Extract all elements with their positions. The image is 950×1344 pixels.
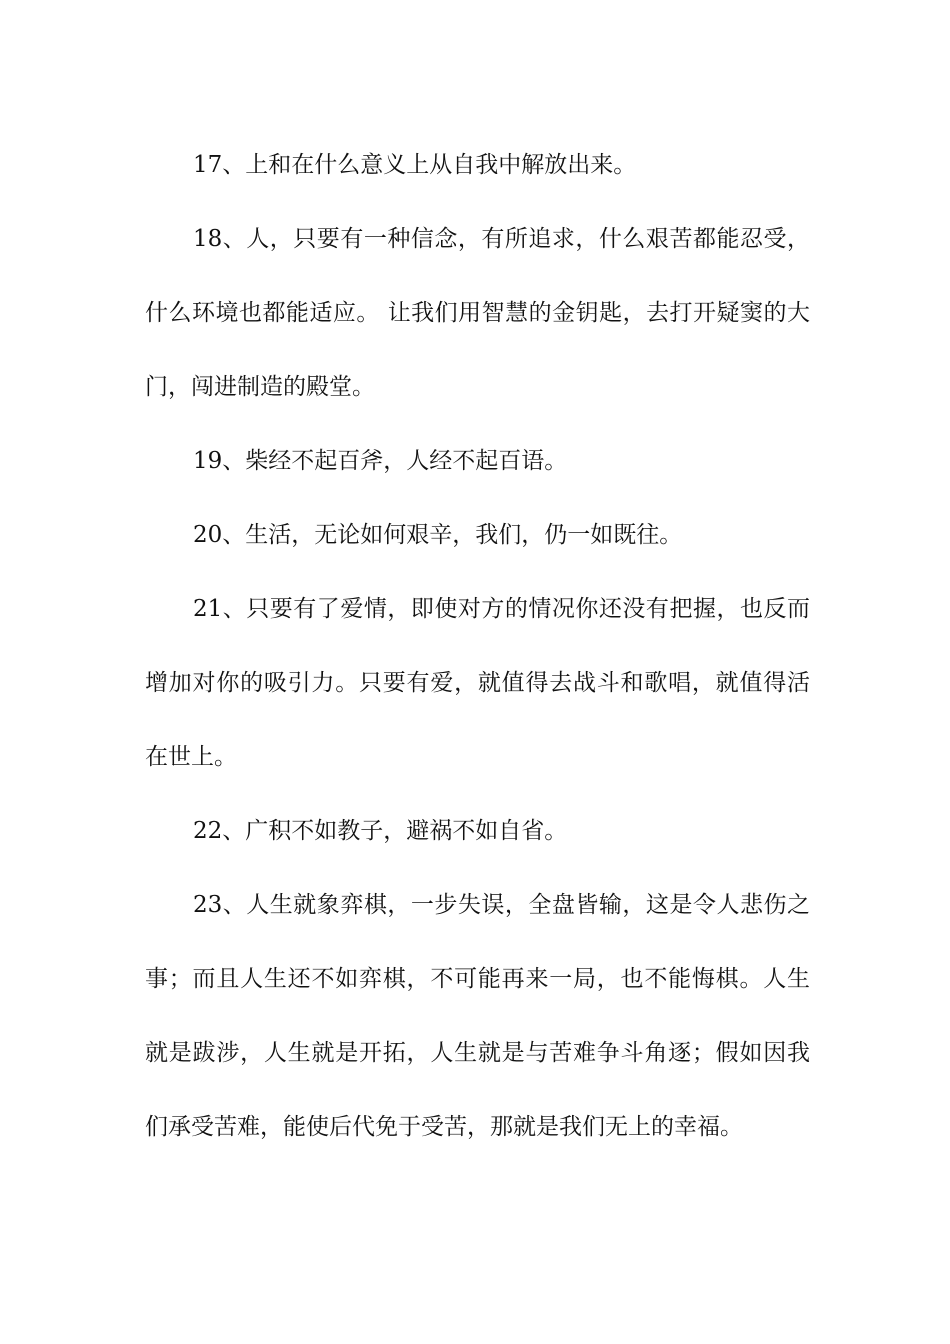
- paragraph-19: 19、柴经不起百斧，人经不起百语。: [193, 448, 568, 474]
- paragraph-23: 23、人生就象弈棋，一步失误，全盘皆输，这是令人悲伤之事；而且人生还不如弈棋，不可能再来一局，也不能悔棋。人生就是跋涉，人生就是开拓，人生就是与苦难争斗角逐；假如因我们承受苦难，能使后代免于受苦，那就是我们无上的幸福。: [145, 892, 810, 1140]
- document-body: [145, 128, 810, 1164]
- paragraph-17: 17、上和在什么意义上从自我中解放出来。: [193, 152, 637, 178]
- paragraph-20: 20、生活，无论如何艰辛，我们，仍一如既往。: [193, 522, 683, 548]
- paragraph-22: 22、广积不如教子，避祸不如自省。: [193, 818, 568, 844]
- paragraph-21: 21、只要有了爱情，即使对方的情况你还没有把握，也反而增加对你的吸引力。只要有爱，就值得去战斗和歌唱，就值得活在世上。: [145, 596, 810, 770]
- paragraph-18: 18、人，只要有一种信念，有所追求，什么艰苦都能忍受，什么环境也都能适应。 让我们用智慧的金钥匙，去打开疑窦的大门，闯进制造的殿堂。: [145, 226, 810, 400]
